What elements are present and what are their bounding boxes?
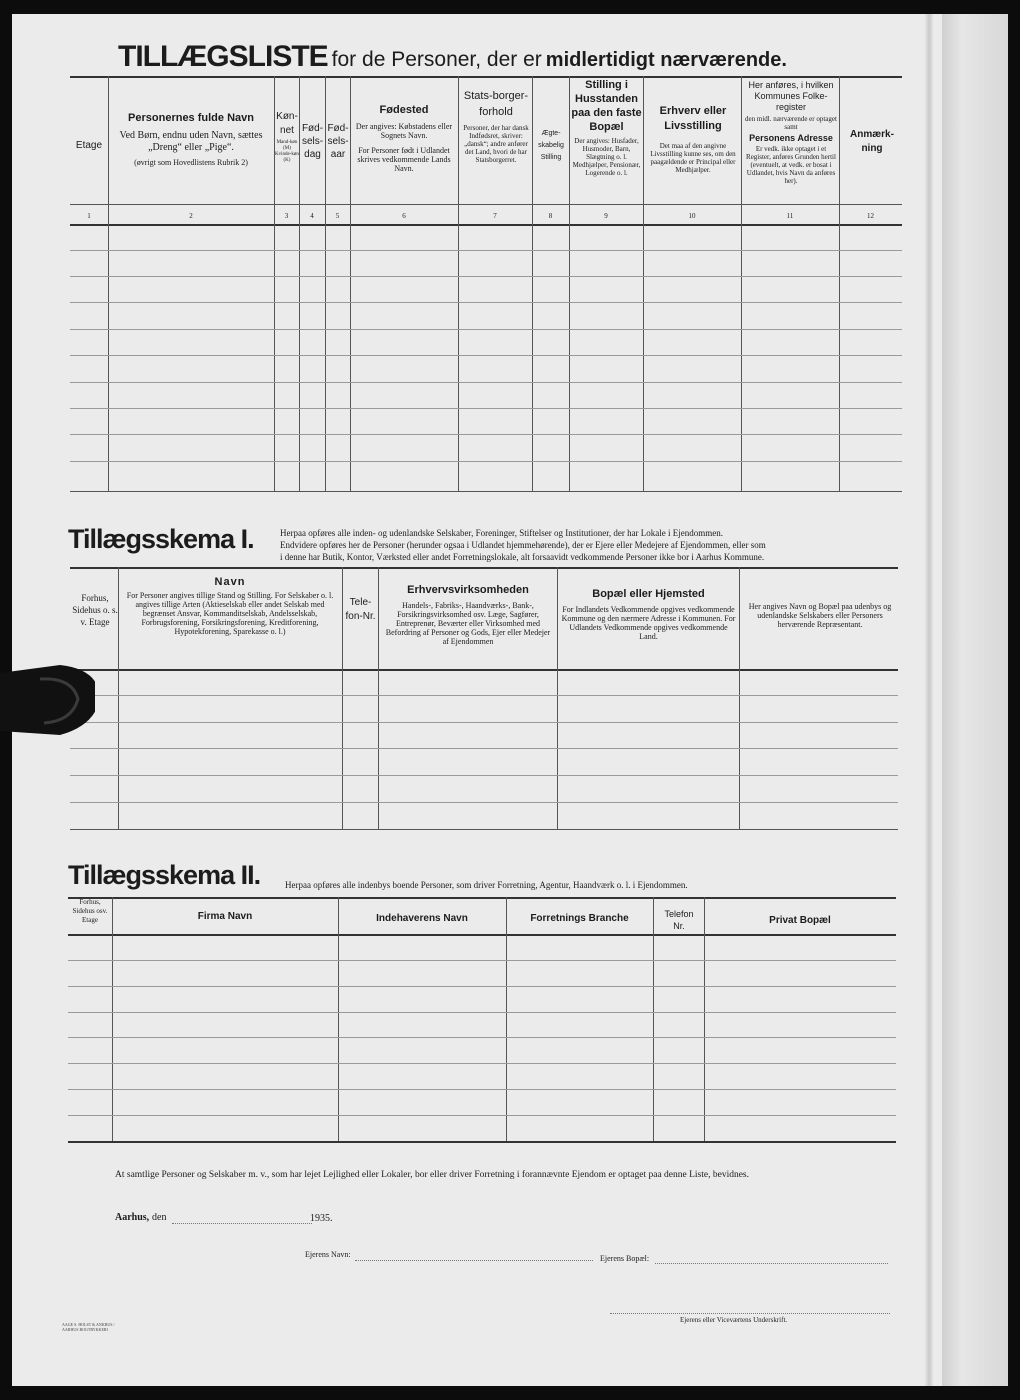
skema1-col-business-header	[382, 584, 554, 646]
owner-name-label: Ejerens Navn:	[305, 1250, 351, 1259]
skema2-col-branch: Forretnings Branche	[530, 913, 629, 924]
skema1-col-business-head: Erhvervsvirksomheden	[407, 584, 529, 596]
t3-vline	[338, 897, 339, 1141]
table3-row-line	[68, 1089, 896, 1090]
t3-vline	[112, 897, 113, 1141]
table3-row-line	[68, 1037, 896, 1038]
col-marital-head: Ægte-skabelig Stilling	[538, 130, 564, 161]
t3-vline	[506, 897, 507, 1141]
col-household-header	[571, 78, 642, 177]
t1-vline	[108, 76, 109, 491]
date-field[interactable]	[172, 1223, 312, 1224]
table2-header-rule	[70, 669, 898, 671]
col-num: 9	[604, 212, 608, 220]
t2-vline	[118, 567, 119, 829]
table1-row-line	[70, 276, 902, 277]
t2-vline	[378, 567, 379, 829]
col-num: 3	[284, 212, 289, 220]
table1-row-line	[70, 329, 902, 330]
col-occupation-head: Erhverv eller Livsstilling	[659, 105, 727, 132]
year-label: 1935.	[310, 1213, 333, 1224]
table3-row-line	[68, 1012, 896, 1013]
table1-bottom-rule	[70, 491, 902, 492]
t2-vline	[739, 567, 740, 829]
title-mid: for de Personer, der er	[331, 48, 542, 71]
col-birthplace-note: For Personer født i Udlandet skrives vedkommende Lands Navn.	[357, 146, 451, 173]
page-fold	[925, 14, 933, 1386]
col-etage-head: Etage	[75, 140, 103, 151]
col-register-sub: den midl. nærværende er optaget samt	[745, 115, 837, 131]
skema2-col-etage: Forhus, Sidehus osv. Etage	[72, 898, 108, 924]
col-num: 1	[87, 212, 91, 220]
col-remarks-head: Anmærk-ning	[850, 129, 894, 154]
t3-vline	[704, 897, 705, 1141]
skema2-col-owner: Indehaverens Navn	[376, 913, 468, 924]
skema1-col-address-head: Bopæl eller Hjemsted	[592, 588, 705, 600]
col-citizenship-header	[461, 88, 531, 164]
date-label: den	[152, 1212, 167, 1223]
table1-row-line	[70, 382, 902, 383]
next-page-edge	[942, 14, 1008, 1386]
table2-row-line	[70, 775, 898, 776]
t1-vline	[643, 76, 644, 491]
col-name-header	[112, 112, 270, 167]
col-birthyear-head: Fød-sels-aar	[327, 123, 349, 160]
t3-vline	[653, 897, 654, 1141]
title-bold: TILLÆGSLISTE	[118, 40, 328, 73]
city-label: Aarhus,	[115, 1212, 150, 1223]
col-num: 6	[402, 212, 406, 220]
owner-address-field[interactable]	[655, 1263, 888, 1264]
t1-vline	[569, 76, 570, 491]
skema1-intro-line1: Herpaa opføres alle inden- og udenlandske Selskaber, Foreninger, Stiftelser og Institutioner, der har Lokale i Ejendommen.	[280, 528, 724, 538]
title-end: midlertidigt nærværende.	[545, 49, 787, 71]
skema1-intro-line2: Endvidere opføres her de Personer (herunder ogsaa i Udlandet hjemmehørende), der er Ejere eller Medejere af Ejendommen, eller som	[280, 540, 766, 550]
table3-row-line	[68, 1115, 896, 1116]
attestation-text: At samtlige Personer og Selskaber m. v., som har lejet Lejlighed eller Lokaler, bor eller driver Forretning i forannævnte Ejendom er optaget paa denne Liste, bevidnes.	[115, 1170, 749, 1180]
col-occupation-sub: Det maa af den angivne Livsstilling kunne ses, om den paagældende er Principal eller Medhjælper.	[650, 142, 736, 174]
skema1-col-name-head: Navn	[214, 576, 246, 588]
table1-row-line	[70, 302, 902, 303]
col-sex-head: Køn-net	[276, 111, 298, 136]
skema1-col-name-header	[122, 576, 338, 636]
table2-bottom-rule	[70, 829, 898, 830]
col-name-note: (øvrigt som Hovedlistens Rubrik 2)	[134, 158, 248, 167]
col-num: 4	[310, 212, 314, 220]
col-num: 11	[786, 212, 794, 220]
table2-row-line	[70, 802, 898, 803]
col-occupation-header	[646, 104, 740, 174]
col-num: 12	[867, 212, 874, 220]
col-birthplace-sub: Der angives: Købstadens eller Sognets Navn.	[355, 122, 453, 140]
t1-vline	[350, 76, 351, 491]
table1-header-rule	[70, 224, 902, 226]
col-birthday-head: Fød-sels-dag	[301, 123, 324, 160]
skema1-col-representative: Her angives Navn og Bopæl paa udenbys og udenlandske Selskabers eller Personers herværende Repræsentant.	[748, 602, 892, 629]
skema2-col-address: Privat Bopæl	[769, 915, 831, 926]
col-num: 7	[493, 212, 497, 220]
skema1-title: Tillægsskema I.	[68, 524, 254, 554]
col-register-header	[744, 80, 838, 185]
skema2-title: Tillægsskema II.	[68, 860, 261, 890]
col-birthplace-head: Fødested	[379, 104, 429, 116]
t2-vline	[557, 567, 558, 829]
col-sex-sub: Mand-køn (M) Kvinde-køn (K)	[275, 140, 299, 163]
table2-row-line	[70, 748, 898, 749]
skema1-col-business-sub: Handels-, Fabriks-, Haandværks-, Bank-, Forsikringsvirksomhed osv. Læge, Sagfører, Entreprenør, Beværter eller Virksomhed med Befordring af Personer og Gods, Ejer eller Medejer af Ejendommen	[385, 601, 551, 646]
t1-vline	[839, 76, 840, 491]
owner-name-field[interactable]	[355, 1260, 593, 1261]
table3-row-line	[68, 960, 896, 961]
col-num: 10	[688, 212, 696, 220]
table1-row-line	[70, 250, 902, 251]
col-num: 2	[189, 212, 193, 220]
col-household-head: Stilling i Husstanden paa den faste Bopæl	[571, 79, 642, 133]
skema1-col-etage: Forhus, Sidehus o. s. v. Etage	[72, 593, 118, 627]
table1-number-rule	[70, 204, 902, 205]
signature-field[interactable]	[610, 1313, 890, 1314]
col-name-head: Personernes fulde Navn	[128, 112, 254, 124]
skema2-col-firm: Firma Navn	[197, 911, 253, 922]
col-citizenship-head: Stats-borger-forhold	[463, 90, 529, 118]
skema1-col-phone: Tele-fon-Nr.	[345, 597, 376, 622]
col-citizenship-sub: Personer, der har dansk Indfødsret, skriver: „dansk“; andre anfører det Land, hvori de har Statsborgerret.	[463, 124, 529, 164]
table3-row-line	[68, 1063, 896, 1064]
table2-row-line	[70, 695, 898, 696]
skema2-intro: Herpaa opføres alle indenbys boende Personer, som driver Forretning, Agentur, Haandværk o. l. i Ejendommen.	[285, 880, 688, 890]
col-name-sub: Ved Børn, endnu uden Navn, sættes „Dreng“ eller „Pige“.	[119, 130, 263, 153]
table3-bottom-rule	[68, 1141, 896, 1143]
table1-top-rule	[70, 76, 902, 78]
t1-vline	[741, 76, 742, 491]
col-birthplace-header	[354, 104, 454, 173]
skema1-intro-line3: i denne har Butik, Kontor, Værksted eller andet Forretningslokale, alt forsaavidt vedkommende Personer ikke bor i Aarhus Kommune.	[280, 552, 765, 562]
col-num: 8	[548, 212, 553, 220]
col-household-sub: Der angives: Husfader, Husmoder, Barn, Slægtning o. l. Medhjælper, Pensionær, Logerende o. l.	[572, 137, 641, 177]
skema1-col-address-header	[561, 588, 736, 641]
col-register-note: Er vedk. ikke optaget i et Register, anføres Grunden hertil (eventuelt, at vedk. er bosat i Udlandet, hvis Navn da anføres her).	[746, 145, 836, 185]
owner-address-label: Ejerens Bopæl:	[600, 1254, 650, 1263]
table1-row-line	[70, 434, 902, 435]
col-sex-header	[275, 110, 299, 164]
table2-row-line	[70, 722, 898, 723]
table1-row-line	[70, 355, 902, 356]
skema2-col-phone: Telefon Nr.	[664, 909, 694, 931]
col-register-head: Her anføres, i hvilken Kommunes Folke-register	[748, 80, 834, 112]
table3-row-line	[68, 986, 896, 987]
skema1-col-name-sub: For Personer angives tillige Stand og Stilling. For Selskaber o. l. angives tillige Arten (Aktieselskab eller andet Selskab med begrænset Ansvar, Kommanditselskab, Andelsselskab, Forbrugsforening, Forsikringsforening, Kreditforening, Hypotekforening, Sparekasse o. l.)	[126, 591, 334, 636]
table2-top-rule	[70, 567, 898, 569]
list-title	[118, 40, 787, 74]
binder-clip	[0, 665, 95, 735]
table1-row-line	[70, 461, 902, 462]
t1-vline	[458, 76, 459, 491]
skema1-intro	[280, 527, 900, 563]
table3-top-rule	[68, 897, 896, 899]
table3-header-rule	[68, 934, 896, 936]
skema1-col-address-sub: For Indlandets Vedkommende opgives vedkommende Kommune og den nærmere Adresse i Kommunen. For Udlandets Vedkommende opgives vedkommende Land.	[561, 605, 736, 641]
col-num: 5	[335, 212, 340, 220]
table1-row-line	[70, 408, 902, 409]
signature-label: Ejerens eller Viceværtens Underskrift.	[680, 1316, 788, 1324]
col-register-head2: Personens Adresse	[749, 133, 833, 143]
printer-imprint: AAGE S. HOLST & ANKRUS / AARHUS BOGTRYKKERI	[62, 1322, 115, 1332]
